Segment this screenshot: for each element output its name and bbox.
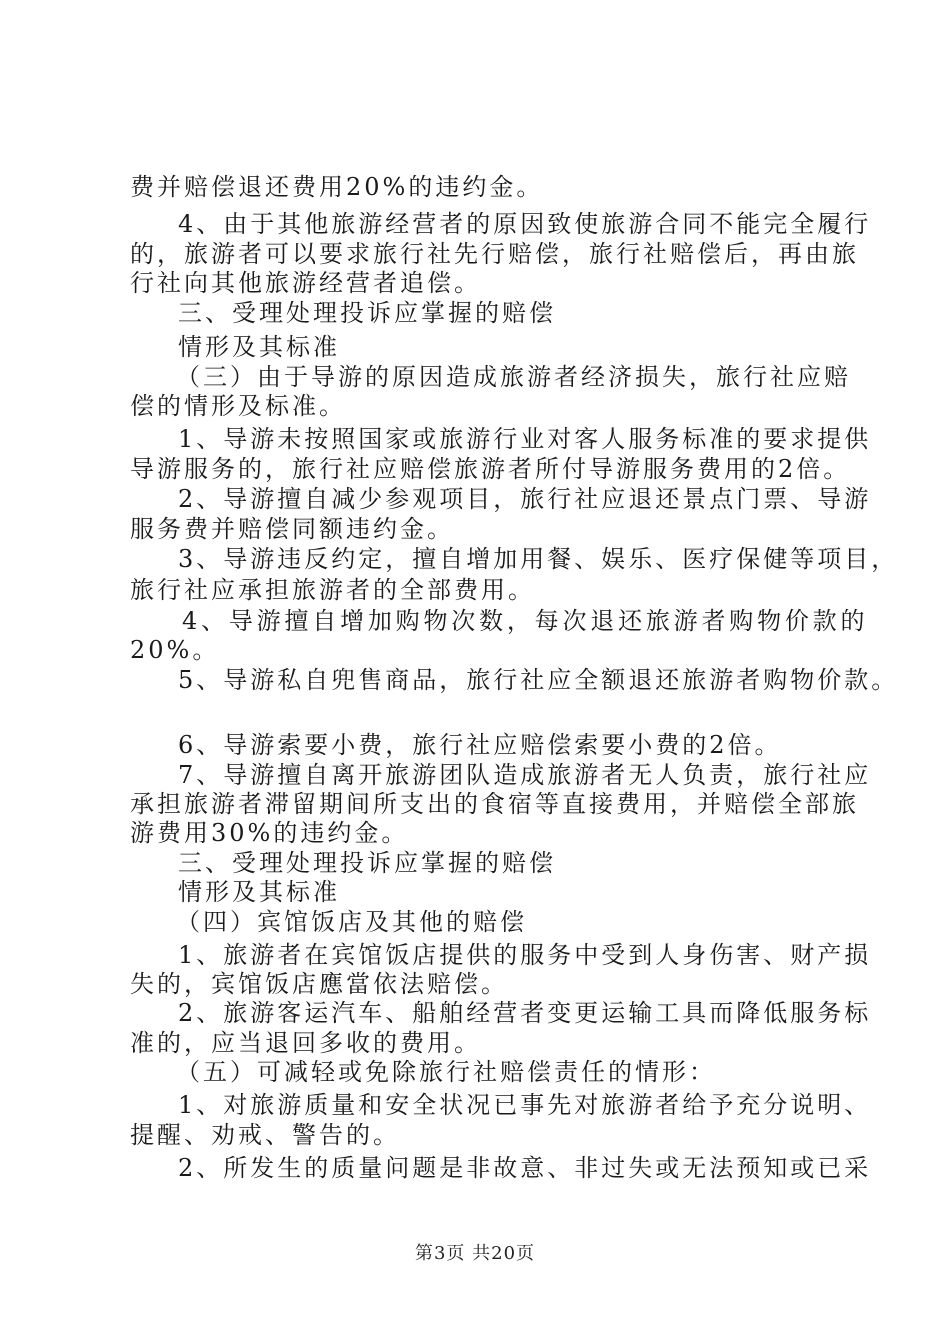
- body-line: 的，旅游者可以要求旅行社先行赔偿，旅行社赔偿后，再由旅: [130, 240, 859, 268]
- body-line: 5、导游私自兜售商品，旅行社应全额退还旅游者购物价款。: [178, 666, 899, 694]
- body-line: 偿的情形及标准。: [130, 392, 346, 420]
- body-line: 行社向其他旅游经营者追偿。: [130, 269, 481, 297]
- section-heading: 三、受理处理投诉应掌握的赔偿: [178, 849, 556, 877]
- subsection-heading: （五）可减轻或免除旅行社赔偿责任的情形：: [176, 1058, 716, 1086]
- body-line: 6、导游索要小费，旅行社应赔偿索要小费的2倍。: [178, 731, 782, 759]
- body-line: 20%。: [130, 636, 220, 664]
- body-line: 旅行社应承担旅游者的全部费用。: [130, 576, 535, 604]
- section-heading: 情形及其标准: [178, 878, 340, 906]
- section-heading: 三、受理处理投诉应掌握的赔偿: [178, 299, 556, 327]
- body-line: 4、导游擅自增加购物次数，每次退还旅游者购物价款的: [182, 607, 869, 635]
- body-line: 1、导游未按照国家或旅游行业对客人服务标准的要求提供: [178, 425, 872, 453]
- body-line: 导游服务的，旅行社应赔偿旅游者所付导游服务费用的2倍。: [130, 455, 851, 483]
- body-line: 提醒、劝戒、警告的。: [130, 1121, 400, 1149]
- body-line: 2、导游擅自减少参观项目，旅行社应退还景点门票、导游: [178, 485, 872, 513]
- body-line: 2、旅游客运汽车、船舶经营者变更运输工具而降低服务标: [178, 999, 872, 1027]
- body-line: 游费用30%的违约金。: [130, 819, 409, 847]
- section-heading: 情形及其标准: [178, 333, 340, 361]
- subsection-heading: （四）宾馆饭店及其他的赔偿: [176, 908, 527, 936]
- body-line: 失的，宾馆饭店應當依法赔偿。: [130, 970, 508, 998]
- body-line: 准的，应当退回多收的费用。: [130, 1029, 481, 1057]
- page-number: 第3页 共20页: [414, 1243, 536, 1264]
- body-line: 3、导游违反约定，擅自增加用餐、娱乐、医疗保健等项目，: [178, 545, 899, 573]
- body-line: 2、所发生的质量问题是非故意、非过失或无法预知或已采: [178, 1154, 872, 1182]
- subsection-heading: （三）由于导游的原因造成旅游者经济损失，旅行社应赔: [176, 363, 851, 391]
- body-line: 4、由于其他旅游经营者的原因致使旅游合同不能完全履行: [178, 210, 872, 238]
- body-line: 1、对旅游质量和安全状况已事先对旅游者给予充分说明、: [178, 1091, 872, 1119]
- body-line: 1、旅游者在宾馆饭店提供的服务中受到人身伤害、财产损: [178, 941, 872, 969]
- body-line: 承担旅游者滞留期间所支出的食宿等直接费用，并赔偿全部旅: [130, 790, 859, 818]
- body-line: 费并赔偿退还费用20%的违约金。: [130, 173, 544, 201]
- body-line: 服务费并赔偿同额违约金。: [130, 515, 454, 543]
- body-line: 7、导游擅自离开旅游团队造成旅游者无人负责，旅行社应: [178, 761, 872, 789]
